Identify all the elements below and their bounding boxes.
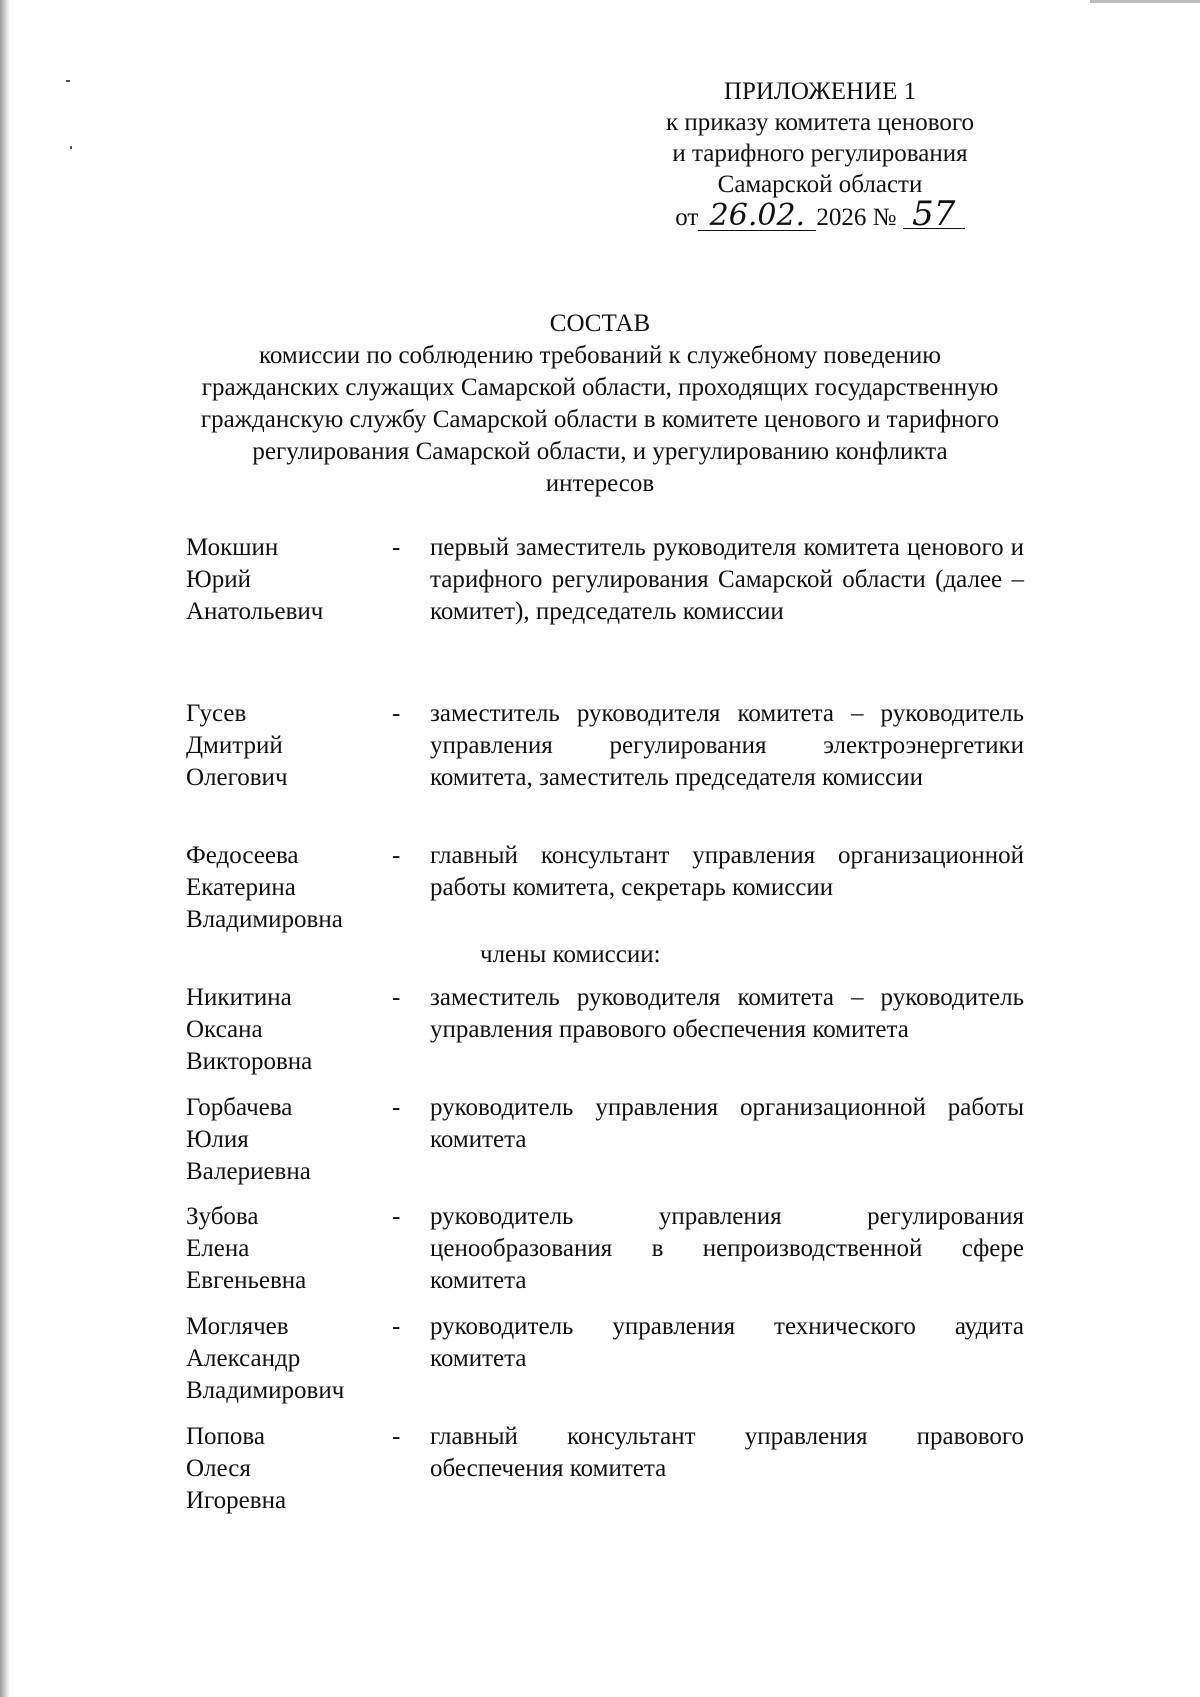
scan-speck [70, 146, 72, 149]
scan-edge-top [1090, 0, 1200, 3]
handwritten-number: 57 [903, 200, 965, 229]
title-line: гражданскую службу Самарской области в комитете ценового и тарифного [200, 406, 1000, 433]
title-heading: СОСТАВ [549, 310, 651, 337]
dash: - [392, 1094, 401, 1121]
appendix-line: и тарифного регулирования [672, 140, 968, 167]
member-name [186, 698, 386, 794]
member-surname: Попова [186, 1423, 266, 1450]
member-surname: Моглячев [186, 1313, 289, 1340]
member-surname: Гусев [186, 700, 247, 727]
member-first-name: Юрий [186, 566, 251, 593]
dash: - [392, 842, 401, 869]
dash: - [392, 534, 401, 561]
member-surname: Зубова [186, 1203, 259, 1230]
member-surname: Федосеева [186, 842, 299, 869]
appendix-line: Самарской области [717, 171, 923, 198]
member-patronymic: Владимирович [186, 1377, 345, 1404]
member-name [186, 840, 386, 936]
member-position: руководитель управления организационной работы комитета [430, 1094, 1024, 1153]
member-first-name: Юлия [186, 1126, 249, 1153]
member-name [186, 1201, 386, 1297]
document-title [130, 308, 1070, 500]
dash: - [392, 700, 401, 727]
member-name [186, 1311, 386, 1407]
member-name [186, 532, 386, 628]
member-name [186, 1092, 386, 1188]
member-position: главный консультант управления организационной работы комитета, секретарь комиссии [430, 842, 1024, 901]
members-label: члены комиссии: [480, 941, 661, 968]
member-first-name: Олеся [186, 1455, 251, 1482]
member-name [186, 982, 386, 1078]
member-surname: Горбачева [186, 1094, 293, 1121]
appendix-block [610, 76, 1030, 233]
date-prefix: от [675, 204, 699, 231]
scan-edge-left [0, 0, 10, 1697]
member-position: руководитель управления регулирования ценообразования в непроизводственной сфере комитета [430, 1203, 1024, 1294]
member-patronymic: Евгеньевна [186, 1267, 307, 1294]
year-text: 2026 № [816, 204, 897, 231]
dash: - [392, 1203, 401, 1230]
scan-speck [66, 80, 70, 82]
title-line: регулирования Самарской области, и урегулированию конфликта [252, 438, 948, 465]
member-patronymic: Валериевна [186, 1158, 311, 1185]
member-position: заместитель руководителя комитета – руководитель управления регулирования электроэнергетики комитета, заместитель председателя комиссии [430, 700, 1024, 791]
title-line: интересов [545, 470, 655, 497]
dash: - [392, 1313, 401, 1340]
member-first-name: Оксана [186, 1016, 263, 1043]
member-position: руководитель управления технического аудита комитета [430, 1313, 1024, 1372]
member-patronymic: Анатольевич [186, 598, 324, 625]
member-surname: Никитина [186, 984, 292, 1011]
member-name [186, 1421, 386, 1517]
member-first-name: Елена [186, 1235, 250, 1262]
appendix-title: ПРИЛОЖЕНИЕ 1 [723, 78, 917, 105]
member-first-name: Александр [186, 1345, 301, 1372]
member-patronymic: Олегович [186, 764, 288, 791]
member-first-name: Дмитрий [186, 732, 283, 759]
appendix-line: к приказу комитета ценового [666, 109, 974, 136]
dash: - [392, 984, 401, 1011]
dash: - [392, 1423, 401, 1450]
title-line: комиссии по соблюдению требований к служебному поведению [259, 342, 941, 369]
member-position: главный консультант управления правового обеспечения комитета [430, 1423, 1024, 1482]
member-patronymic: Игоревна [186, 1487, 287, 1514]
member-first-name: Екатерина [186, 874, 296, 901]
member-position: заместитель руководителя комитета – руководитель управления правового обеспечения комитета [430, 984, 1024, 1043]
title-line: гражданских служащих Самарской области, проходящих государственную [201, 374, 999, 401]
member-surname: Мокшин [186, 534, 279, 561]
order-date-line [610, 194, 1030, 234]
member-patronymic: Викторовна [186, 1048, 313, 1075]
member-patronymic: Владимировна [186, 906, 343, 933]
handwritten-date: 26.02. [698, 202, 816, 231]
member-position: первый заместитель руководителя комитета ценового и тарифного регулирования Самарской области (далее – комитет), председатель комиссии [430, 534, 1024, 625]
